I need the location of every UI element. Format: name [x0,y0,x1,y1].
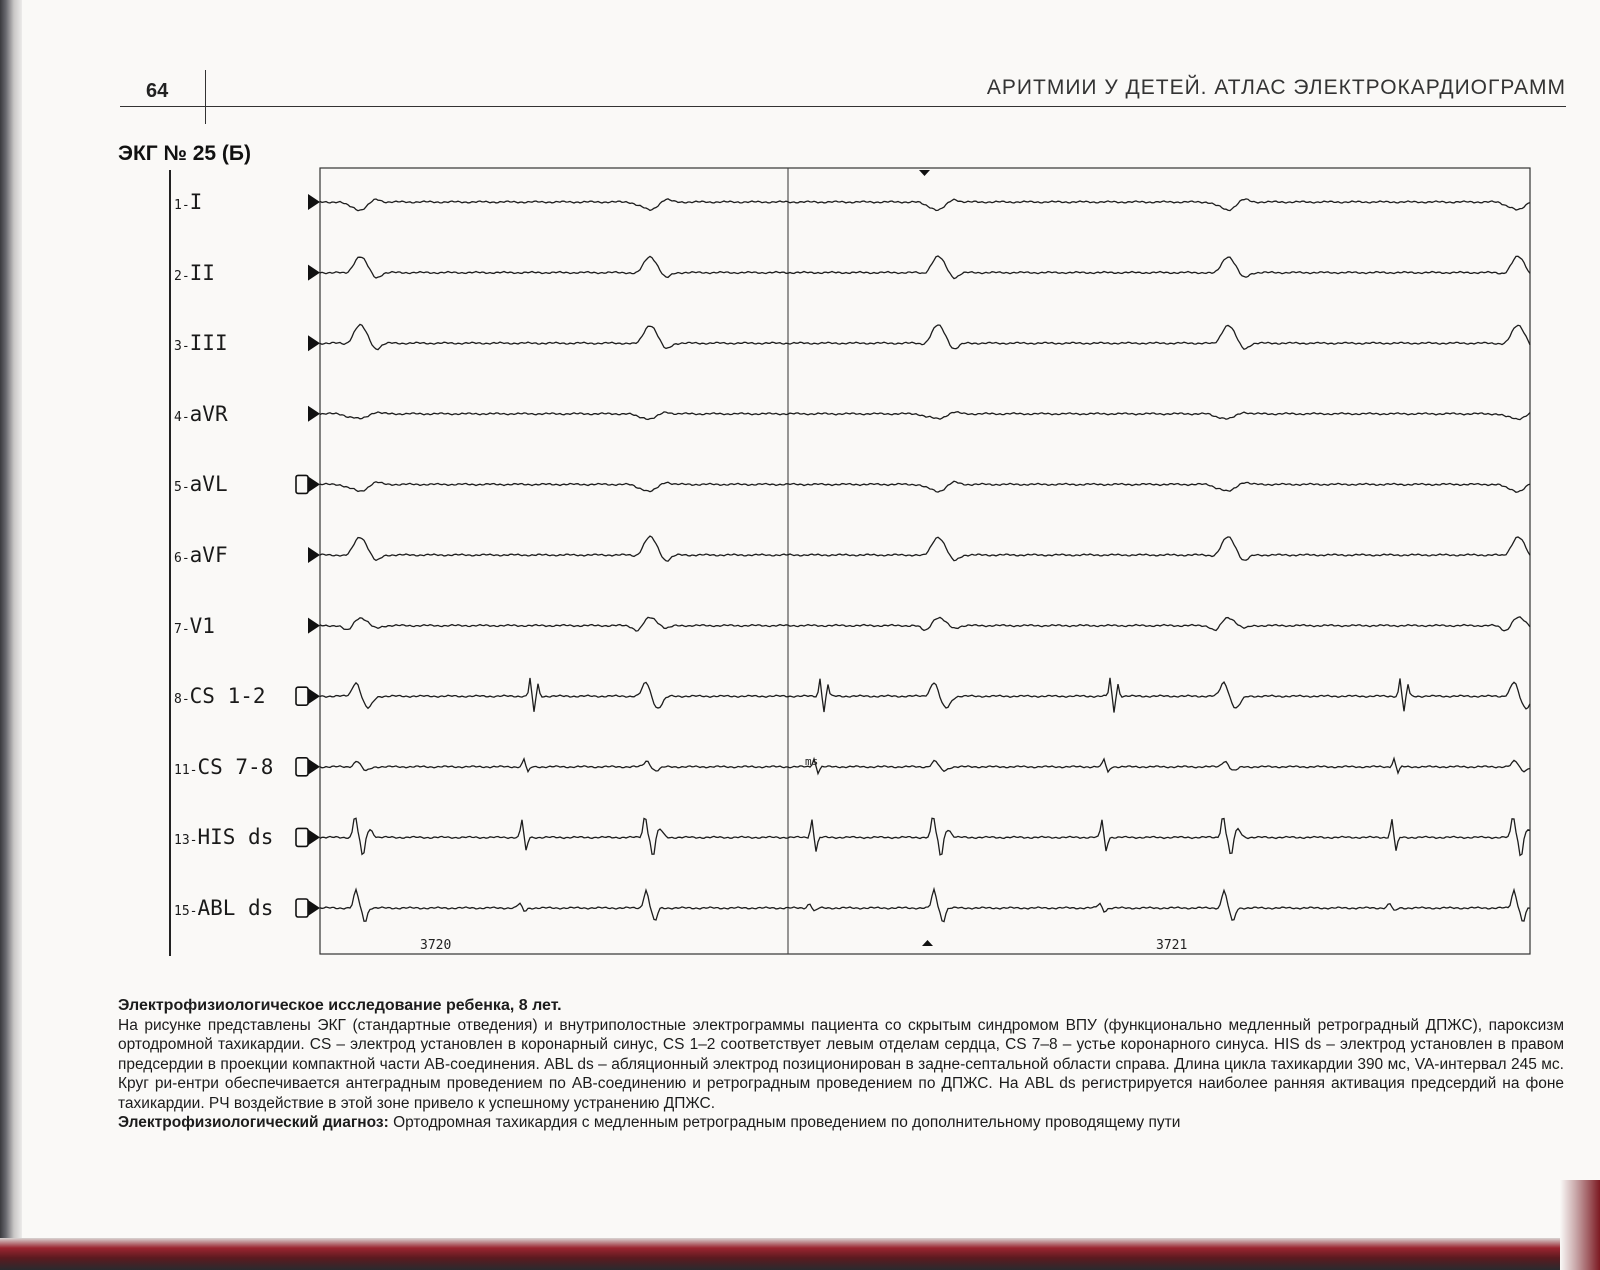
lead-name: V1 [189,613,215,638]
lead-name: I [189,190,203,214]
caption-title: Электрофизиологическое исследование ребенка, 8 лет. [118,997,562,1014]
lead-pointer-icon [308,759,320,775]
bottom-marker-icon [922,940,933,946]
top-marker-icon [919,170,930,176]
running-title: АРИТМИИ У ДЕТЕЙ. АТЛАС ЭЛЕКТРОКАРДИОГРАММ [986,76,1566,99]
header-tick [205,70,206,124]
diagnosis-label: Электрофизиологический диагноз: [118,1114,389,1131]
lead-number: 2- [174,268,190,284]
lead-name: ABL ds [197,896,274,920]
lead-label [174,188,202,216]
lead-number: 3- [174,339,190,355]
lead-pointer-icon [308,476,320,492]
lead-number: 5- [174,480,190,496]
ecg-trace [320,256,1530,279]
lead-label [174,682,266,710]
lead-label [174,400,228,428]
lead-number: 6- [174,551,190,566]
ecg-trace [320,818,1530,855]
lead-name: HIS ds [197,825,274,850]
ecg-trace [320,678,1530,713]
ecg-trace [320,199,1530,211]
lead-pointer-icon [308,618,320,634]
lead-name: aVF [189,543,228,567]
lead-number: 15- [174,904,198,919]
lead-pointer-icon [308,406,320,422]
header-rule [120,106,1566,107]
lead-number: 4- [174,409,190,425]
lead-name: aVR [189,401,228,426]
lead-number: 13- [174,833,198,849]
lead-pointer-icon [308,547,320,563]
time-mark-1: 3720 [420,938,452,953]
ecg-trace [320,536,1530,561]
lead-name: CS 1-2 [189,684,266,709]
lead-pointer-icon [308,829,320,845]
lead-label [174,329,228,357]
ecg-trace [320,889,1530,921]
channel-settings-icon [296,687,308,705]
lead-name: III [189,331,228,356]
ecg-trace [320,617,1530,631]
lead-label [174,259,215,287]
channel-settings-icon [296,899,308,917]
lead-number: 7- [174,621,190,637]
lead-number: 1- [174,198,190,213]
ecg-trace [320,481,1530,492]
lead-label [174,541,228,569]
ecg-tracing-canvas [160,166,1570,982]
diagnosis-text: Ортодромная тахикардия с медленным ретроградным проведением по дополнительному проводящему пути [388,1114,1181,1131]
lead-pointer-icon [308,688,320,704]
ecg-trace [320,324,1530,349]
lead-pointer-icon [308,900,320,916]
lead-pointer-icon [308,194,320,210]
channel-settings-icon [296,475,308,493]
lead-label [174,612,215,640]
lead-label [174,470,228,498]
ms-annotation: ms [805,755,819,768]
ecg-trace [320,412,1530,420]
book-binding-bottom [0,1238,1600,1270]
lead-number: 11- [174,762,198,778]
time-mark-2: 3721 [1156,938,1188,953]
ecg-figure [160,166,1570,982]
lead-label [174,753,273,781]
book-binding-right [1560,1180,1600,1270]
page-number: 64 [146,80,169,102]
lead-number: 8- [174,692,190,708]
lead-name: CS 7-8 [197,754,274,779]
lead-pointer-icon [308,335,320,351]
lead-name: II [189,260,215,285]
ecg-traces [296,194,1530,922]
channel-settings-icon [296,758,308,776]
figure-title: ЭКГ № 25 (Б) [118,142,252,165]
caption-body: На рисунке представлены ЭКГ (стандартные отведения) и внутриполостные электрограммы пациента со скрытым синдромом ВПУ (функционально медленный ретроградный ДПЖС), пароксизм ортодромной тахикардии. CS – электрод установлен в коронарный синус, CS 1–2 соответствует левым отделам сердца, CS 7–8 – устье коронарного синуса. HIS ds – электрод установлен в правом предсердии в проекции компактной части АВ-соединения. ABL ds – абляционный электрод позиционирован в задне-септальной области справа. Длина цикла тахикардии 390 мс, VA-интервал 245 мс. Круг ри-ентри обеспечивается антеградным проведением по АВ-соединению и ретроградным проведением по ДПЖС. На ABL ds регистрируется наиболее ранняя активация предсердий на фоне тахикардии. РЧ воздействие в этой зоне привело к успешному устранению ДПЖС. [118,1016,1564,1112]
lead-label [174,894,273,922]
lead-name: aVL [189,472,228,497]
ecg-trace [320,759,1530,774]
tracing-frame [320,168,1530,954]
book-binding-left [0,0,22,1270]
lead-label [174,823,273,851]
channel-settings-icon [296,828,308,846]
caption-diagnosis [118,1113,1564,1133]
lead-pointer-icon [308,265,320,281]
figure-caption [118,996,1564,1133]
